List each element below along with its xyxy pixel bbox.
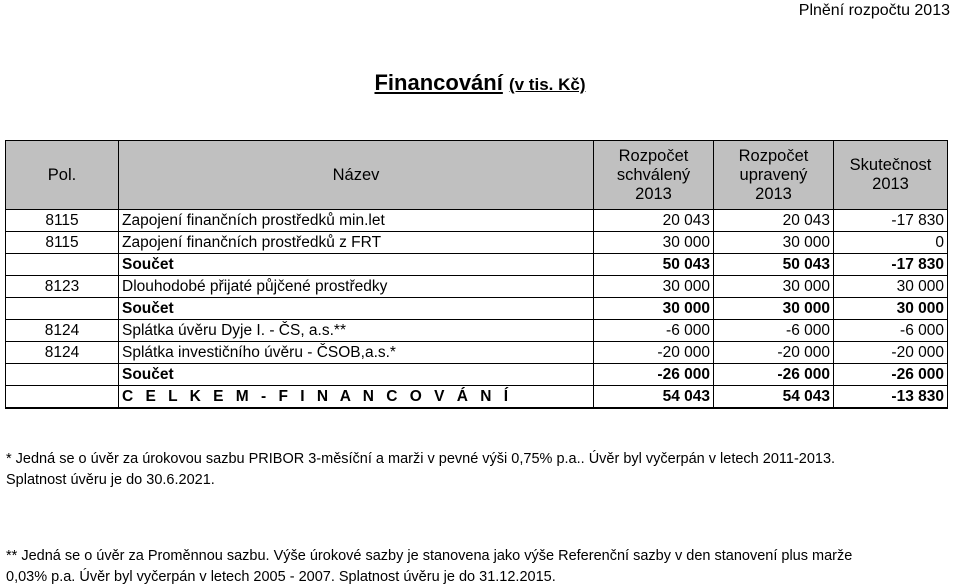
cell-schvaleny: -20 000 — [594, 342, 714, 364]
cell-name: Splátka úvěru Dyje I. - ČS, a.s.** — [119, 320, 594, 342]
cell-pol — [6, 364, 119, 386]
table-row — [6, 232, 948, 254]
cell-pol: 8115 — [6, 210, 119, 232]
cell-pol — [6, 298, 119, 320]
cell-skutecnost: 30 000 — [834, 298, 948, 320]
page-title — [0, 70, 960, 96]
col-header-upraveny-l1: Rozpočet — [738, 146, 809, 165]
cell-schvaleny: -26 000 — [594, 364, 714, 386]
cell-upraveny: 30 000 — [714, 276, 834, 298]
cell-schvaleny: 30 000 — [594, 232, 714, 254]
subtotal-row — [6, 254, 948, 276]
table-row — [6, 342, 948, 364]
cell-name: Součet — [119, 254, 594, 276]
col-header-schvaleny-l3: 2013 — [635, 184, 672, 203]
page-title-main: Financování — [374, 70, 503, 95]
cell-upraveny: 20 043 — [714, 210, 834, 232]
cell-skutecnost: -6 000 — [834, 320, 948, 342]
page-title-unit: (v tis. Kč) — [508, 75, 586, 94]
subtotal-row — [6, 364, 948, 386]
table-row — [6, 276, 948, 298]
footnote-line: 0,03% p.a. Úvěr byl vyčerpán v letech 2005 - 2007. Splatnost úvěru je do 31.12.2015. — [6, 569, 556, 585]
grand-total-row — [6, 386, 948, 409]
cell-pol — [6, 254, 119, 276]
cell-schvaleny: 30 000 — [594, 298, 714, 320]
table-header-row — [6, 141, 948, 210]
cell-pol: 8124 — [6, 342, 119, 364]
cell-skutecnost: -17 830 — [834, 210, 948, 232]
col-header-pol: Pol. — [6, 141, 119, 210]
cell-skutecnost: 30 000 — [834, 276, 948, 298]
footnote-single-asterisk — [6, 449, 946, 491]
col-header-skutecnost-l2: 2013 — [872, 175, 909, 193]
cell-upraveny: 30 000 — [714, 232, 834, 254]
cell-upraveny: -20 000 — [714, 342, 834, 364]
cell-schvaleny: 20 043 — [594, 210, 714, 232]
footnote-line: Splatnost úvěru je do 30.6.2021. — [6, 472, 215, 488]
subtotal-row — [6, 298, 948, 320]
cell-schvaleny: -6 000 — [594, 320, 714, 342]
col-header-upraveny-l2: upravený — [739, 165, 808, 184]
cell-name: Zapojení finančních prostředků min.let — [119, 210, 594, 232]
cell-schvaleny: 30 000 — [594, 276, 714, 298]
cell-skutecnost: -26 000 — [834, 364, 948, 386]
cell-upraveny: -26 000 — [714, 364, 834, 386]
cell-name: C E L K E M - F I N A N C O V Á N Í — [119, 386, 594, 409]
col-header-skutecnost — [834, 141, 948, 210]
table-row — [6, 320, 948, 342]
cell-pol — [6, 386, 119, 409]
col-header-nazev: Název — [119, 141, 594, 210]
col-header-skutecnost-l1: Skutečnost — [849, 156, 932, 174]
cell-name: Splátka investičního úvěru - ČSOB,a.s.* — [119, 342, 594, 364]
col-header-schvaleny-l2: schválený — [616, 165, 691, 184]
footnote-line: * Jedná se o úvěr za úrokovou sazbu PRIBOR 3-měsíční a marži v pevné výši 0,75% p.a.. Úvěr byl vyčerpán v letech 2011-2013. — [6, 451, 836, 467]
cell-name: Součet — [119, 364, 594, 386]
financing-table — [5, 140, 948, 409]
table-row — [6, 210, 948, 232]
cell-schvaleny: 50 043 — [594, 254, 714, 276]
report-header: Plnění rozpočtu 2013 — [798, 2, 950, 19]
cell-skutecnost: 0 — [834, 232, 948, 254]
cell-pol: 8123 — [6, 276, 119, 298]
cell-skutecnost: -17 830 — [834, 254, 948, 276]
col-header-schvaleny-l1: Rozpočet — [618, 146, 689, 165]
col-header-upraveny — [714, 141, 834, 210]
footnote-double-asterisk — [6, 546, 946, 588]
cell-upraveny: 30 000 — [714, 298, 834, 320]
cell-name: Součet — [119, 298, 594, 320]
cell-upraveny: 54 043 — [714, 386, 834, 409]
cell-upraveny: 50 043 — [714, 254, 834, 276]
cell-schvaleny: 54 043 — [594, 386, 714, 409]
cell-skutecnost: -20 000 — [834, 342, 948, 364]
footnote-line: ** Jedná se o úvěr za Proměnnou sazbu. Výše úrokové sazby je stanovena jako výše Referenční sazby v den stanovení plus marže — [6, 548, 853, 564]
cell-name: Dlouhodobé přijaté půjčené prostředky — [119, 276, 594, 298]
cell-name: Zapojení finančních prostředků z FRT — [119, 232, 594, 254]
col-header-upraveny-l3: 2013 — [755, 184, 792, 203]
cell-skutecnost: -13 830 — [834, 386, 948, 409]
cell-pol: 8124 — [6, 320, 119, 342]
cell-upraveny: -6 000 — [714, 320, 834, 342]
col-header-schvaleny — [594, 141, 714, 210]
cell-pol: 8115 — [6, 232, 119, 254]
